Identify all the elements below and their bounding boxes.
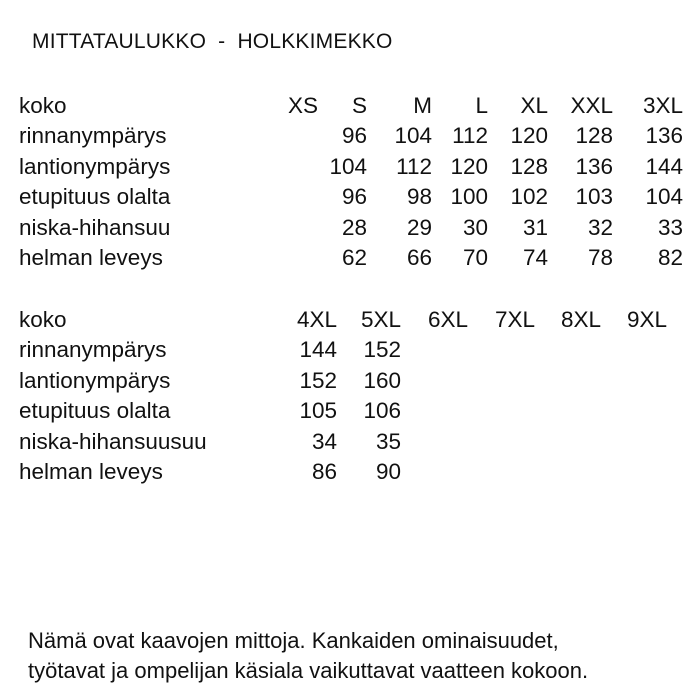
row-label: lantionympärys: [19, 153, 171, 179]
table-cell: 98: [406, 184, 432, 210]
table-cell: 102: [510, 184, 548, 210]
table-cell: 96: [341, 184, 367, 210]
size-header-cell: 7XL: [494, 307, 535, 332]
table-cell: 31: [522, 214, 548, 240]
table-row: [0, 427, 700, 457]
table-cell: 152: [363, 337, 401, 363]
row-label: koko: [19, 307, 67, 332]
row-label: helman leveys: [19, 245, 163, 270]
table-cell: 62: [341, 245, 367, 270]
table-cell: 30: [462, 214, 488, 240]
size-header-cell: 6XL: [427, 307, 468, 332]
table-cell: 105: [299, 398, 337, 424]
size-header-cell: S: [351, 93, 367, 118]
table-cell: 70: [462, 245, 488, 270]
table-cell: 104: [329, 153, 367, 179]
footnote-line-1: Nämä ovat kaavojen mittoja. Kankaiden ominaisuudet,: [28, 628, 559, 653]
table-cell: 120: [510, 123, 548, 149]
size-table-1: [0, 91, 700, 271]
size-header-cell: 3XL: [642, 93, 683, 118]
table-cell: 136: [645, 123, 683, 149]
size-header-row: [0, 305, 700, 335]
table-cell: 104: [394, 123, 432, 149]
table-cell: 96: [341, 123, 367, 149]
row-label: etupituus olalta: [19, 184, 171, 210]
table-cell: 112: [396, 153, 432, 179]
table-row: [0, 182, 700, 212]
size-header-cell: 9XL: [626, 307, 667, 332]
table-cell: 82: [657, 245, 683, 270]
table-cell: 29: [406, 214, 432, 240]
size-header-cell: 4XL: [296, 307, 337, 332]
table-cell: 28: [341, 214, 367, 240]
size-header-cell: XXL: [570, 93, 613, 118]
table-row: [0, 335, 700, 365]
row-label: lantionympärys: [19, 367, 171, 393]
table-row: [0, 366, 700, 396]
table-cell: 152: [299, 367, 337, 393]
size-header-cell: XS: [287, 93, 318, 118]
table-row: [0, 457, 700, 487]
row-label: rinnanympärys: [19, 337, 167, 363]
table-cell: 100: [450, 184, 488, 210]
size-table-2: [0, 305, 700, 485]
table-cell: 128: [575, 123, 613, 149]
row-label: etupituus olalta: [19, 398, 171, 424]
footnote-line-2: työtavat ja ompelijan käsiala vaikuttavat vaatteen kokoon.: [28, 658, 589, 683]
row-label: niska-hihansuu: [19, 214, 171, 240]
table-cell: 66: [406, 245, 432, 270]
footnote: [28, 626, 688, 686]
table-cell: 33: [657, 214, 683, 240]
row-label: koko: [19, 93, 67, 118]
size-header-cell: L: [475, 93, 488, 118]
row-label: helman leveys: [19, 459, 163, 484]
table-row: [0, 121, 700, 151]
size-header-cell: XL: [520, 93, 548, 118]
table-cell: 112: [452, 123, 488, 149]
table-cell: 35: [375, 428, 401, 454]
table-cell: 104: [645, 184, 683, 210]
row-label: niska-hihansuusuu: [19, 428, 207, 454]
table-cell: 78: [587, 245, 613, 270]
table-cell: 128: [510, 153, 548, 179]
size-header-cell: M: [413, 93, 432, 118]
table-cell: 74: [522, 245, 548, 270]
table-cell: 144: [299, 337, 337, 363]
table-row: [0, 152, 700, 182]
table-cell: 86: [311, 459, 337, 484]
size-header-cell: 8XL: [560, 307, 601, 332]
table-cell: 103: [575, 184, 613, 210]
size-header-row: [0, 91, 700, 121]
row-label: rinnanympärys: [19, 123, 167, 149]
table-cell: 106: [363, 398, 401, 424]
table-cell: 34: [311, 428, 337, 454]
table-row: [0, 213, 700, 243]
size-header-cell: 5XL: [360, 307, 401, 332]
page-title: MITTATAULUKKO - HOLKKIMEKKO: [32, 30, 393, 53]
table-cell: 136: [575, 153, 613, 179]
table-cell: 160: [363, 367, 401, 393]
table-cell: 32: [587, 214, 613, 240]
table-row: [0, 396, 700, 426]
table-row: [0, 243, 700, 273]
table-cell: 144: [645, 153, 683, 179]
table-cell: 90: [375, 459, 401, 484]
table-cell: 120: [450, 153, 488, 179]
